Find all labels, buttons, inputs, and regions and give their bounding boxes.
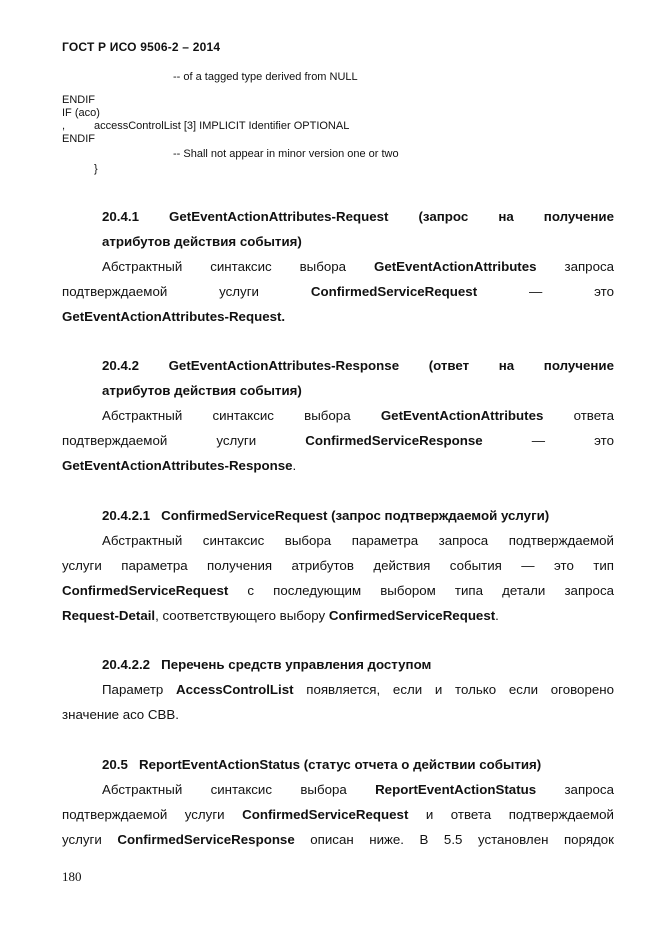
code-closing-brace: } bbox=[94, 163, 98, 175]
paragraph-line: Абстрактный синтаксис выбора ReportEventActionStatus запроса bbox=[102, 782, 614, 797]
paragraph-line: ConfirmedServiceRequest с последующим выбором типа детали запроса bbox=[62, 583, 614, 598]
code-if-aco: IF (aco) bbox=[62, 107, 100, 119]
paragraph-line: услуги ConfirmedServiceResponse описан ниже. В 5.5 установлен порядок bbox=[62, 832, 614, 847]
page-number: 180 bbox=[62, 869, 82, 884]
paragraph-line: Request-Detail, соответствующего выбору ConfirmedServiceRequest. bbox=[62, 608, 499, 623]
paragraph-line: Абстрактный синтаксис выбора параметра запроса подтверждаемой bbox=[102, 533, 614, 548]
paragraph-line: подтверждаемой услуги ConfirmedServiceRequest — это bbox=[62, 284, 615, 299]
paragraph-line: подтверждаемой услуги ConfirmedServiceRequest и ответа подтверждаемой bbox=[62, 807, 614, 822]
section-heading: 20.4.2 GetEventActionAttributes-Response (ответ на получение bbox=[102, 358, 614, 373]
paragraph-line: GetEventActionAttributes-Request. bbox=[62, 309, 286, 324]
code-access-control-list: accessControlList [3] IMPLICIT Identifier OPTIONAL bbox=[94, 120, 350, 132]
code-comment-null: -- of a tagged type derived from NULL bbox=[173, 71, 358, 83]
section-heading: 20.4.1 GetEventActionAttributes-Request (запрос на получение bbox=[102, 209, 615, 224]
section-heading: 20.5 ReportEventActionStatus (статус отчета о действии события) bbox=[102, 757, 542, 772]
code-endif: ENDIF bbox=[62, 94, 95, 106]
document-header: ГОСТ Р ИСО 9506-2 – 2014 bbox=[62, 40, 221, 54]
paragraph-line: Абстрактный синтаксис выбора GetEventActionAttributes запроса bbox=[102, 259, 615, 274]
section-heading-continuation: атрибутов действия события) bbox=[102, 383, 302, 398]
paragraph-line: значение aco CBB. bbox=[62, 707, 179, 722]
section-heading: 20.4.2.1 ConfirmedServiceRequest (запрос подтверждаемой услуги) bbox=[102, 508, 550, 523]
section-heading: 20.4.2.2 Перечень средств управления доступом bbox=[102, 657, 432, 672]
code-comma: , bbox=[62, 120, 66, 132]
paragraph-line: Абстрактный синтаксис выбора GetEventActionAttributes ответа bbox=[102, 408, 615, 423]
paragraph-line: услуги параметра получения атрибутов действия события — это тип bbox=[62, 558, 614, 573]
code-endif: ENDIF bbox=[62, 133, 95, 145]
paragraph-line: GetEventActionAttributes-Response. bbox=[62, 458, 297, 473]
paragraph-line: Параметр AccessControlList появляется, если и только если оговорено bbox=[102, 682, 614, 697]
paragraph-line: подтверждаемой услуги ConfirmedServiceResponse — это bbox=[62, 433, 614, 448]
code-comment-minor-version: -- Shall not appear in minor version one or two bbox=[173, 148, 399, 160]
section-heading-continuation: атрибутов действия события) bbox=[102, 234, 302, 249]
